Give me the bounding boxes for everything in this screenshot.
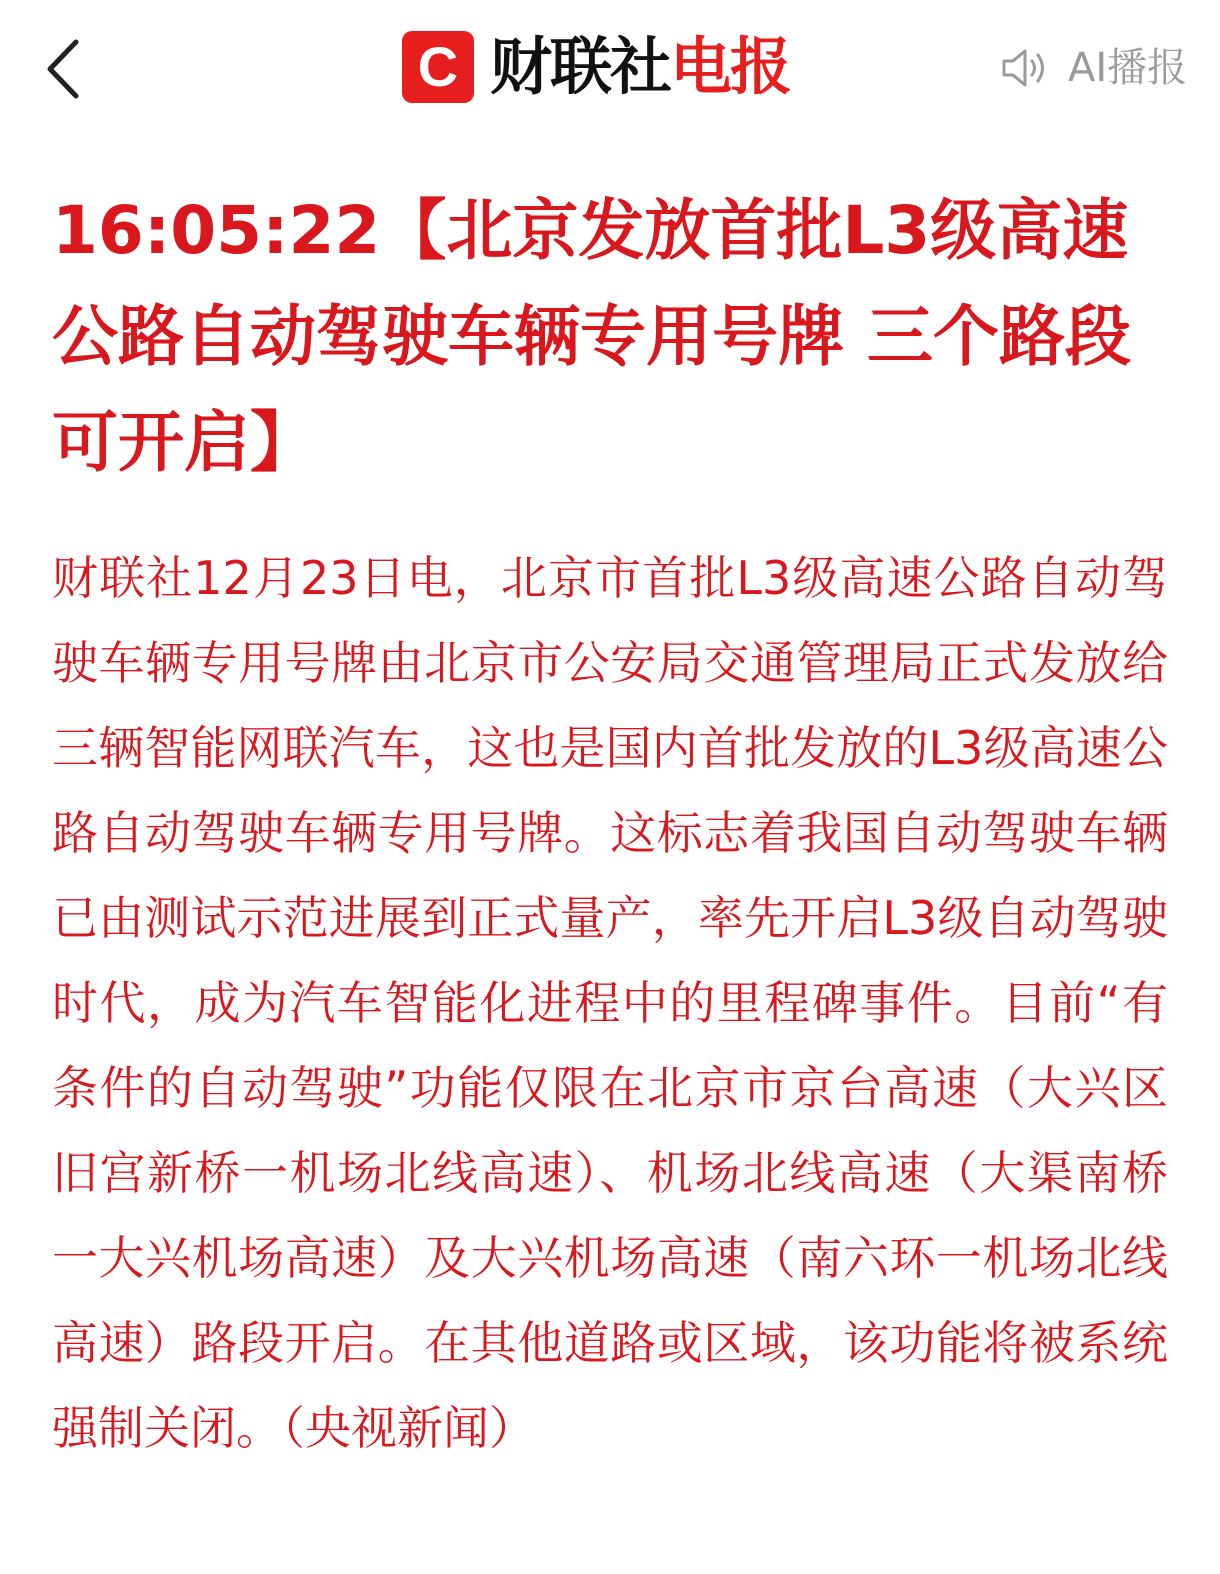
brand-logo-mark [402,31,474,103]
brand-logo [402,31,474,103]
top-bar [0,0,1220,140]
article-title: 【北京发放首批L3级高速公路自动驾驶车辆专用号牌 三个路段可开启】 [52,192,1131,481]
brand [402,28,790,106]
ai-broadcast-label: AI播报 [1068,45,1188,91]
article-headline [52,178,1172,496]
article-body: 财联社12月23日电，北京市首批L3级高速公路自动驾驶车辆专用号牌由北京市公安局交通管理局正式发放给三辆智能网联汽车，这也是国内首批发放的L3级高速公路自动驾驶车辆专用号牌。这标志着我国自动驾驶车辆已由测试示范进展到正式量产，率先开启L3级自动驾驶时代，成为汽车智能化进程中的里程碑事件。目前“有条件的自动驾驶”功能仅限在北京市京台高速（大兴区旧宫新桥一机场北线高速）、机场北线高速（大渠南桥一大兴机场高速）及大兴机场高速（南六环一机场北线高速）路段开启。在其他道路或区域，该功能将被系统强制关闭。（央视新闻） [52,551,1168,1455]
brand-logo-letter: C [417,35,459,98]
article-time: 16:05:22 [52,192,381,269]
back-button[interactable] [38,34,98,104]
brand-name: 财联社 [490,30,671,103]
chevron-left-icon [38,34,98,104]
speaker-icon [1000,46,1050,90]
ai-broadcast-button[interactable] [1000,40,1187,96]
brand-accent: 电报 [670,30,791,103]
